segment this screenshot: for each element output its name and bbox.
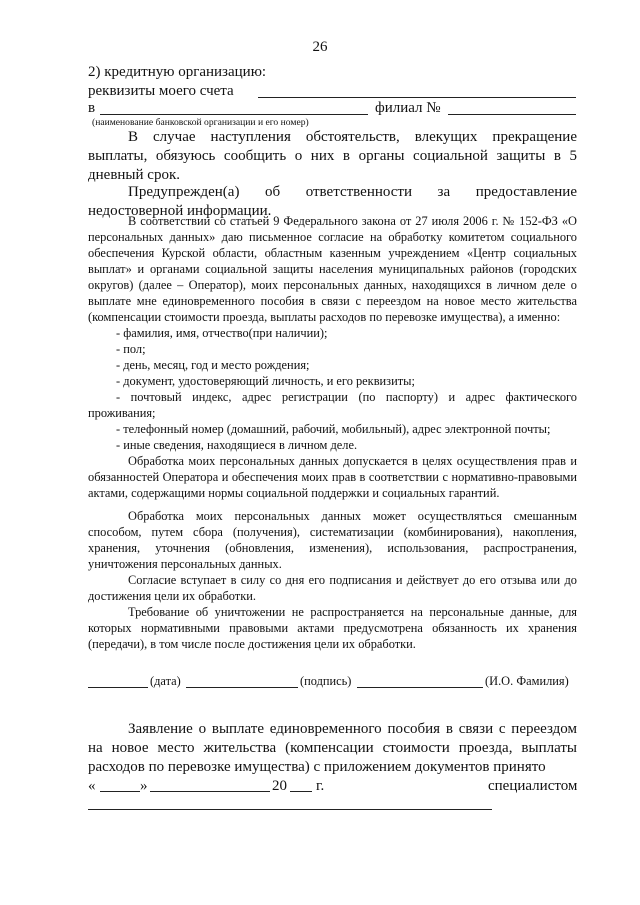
purpose-paragraph: Обработка моих персональных данных допускается в целях осуществления прав и обязанностей Оператора и обеспечения моих прав в соответствии с нормативно-правовыми актами, содержащими нормы социальной поддержки и социальных гарантий. <box>88 454 577 500</box>
account-number-field[interactable] <box>258 97 576 98</box>
branch-label: филиал № <box>375 100 441 116</box>
consent-intro: В соответствии со статьей 9 Федерального закона от 27 июля 2006 г. № 152-ФЗ «О персональных данных» даю письменное согласие на обработку комитетом социального обеспечения Курской области, областным казенным учреждением «Центр социальных выплат» и органами социальной защиты населения муниципальных районов (городских округов) (далее – Оператор), моих персональных данных, находящихся в личном деле о выплате мне единовременного пособия в связи с переездом на новое место жительства (компенсации стоимости проезда, выплаты расходов по перевозке имущества), а именно: <box>88 214 577 324</box>
signature-field[interactable] <box>186 687 298 688</box>
bank-caption: (наименование банковской организации и его номер) <box>92 117 309 128</box>
acceptance-paragraph: Заявление о выплате единовременного пособия в связи с переездом на новое место жительства (компенсации стоимости проезда, выплаты расходов по перевозке имущества) с приложением документов принято <box>88 721 577 775</box>
specialist-label: специалистом <box>488 778 578 794</box>
signature-label: (подпись) <box>300 674 352 688</box>
open-quote: « <box>88 778 96 794</box>
list-item: - иные сведения, находящиеся в личном деле. <box>116 438 358 452</box>
list-item: - фамилия, имя, отчество(при наличии); <box>116 326 328 340</box>
page-number: 26 <box>312 39 328 55</box>
list-item: - почтовый индекс, адрес регистрации (по паспорту) и адрес фактического проживания; <box>88 390 577 420</box>
year-suffix: г. <box>316 778 325 794</box>
branch-number-field[interactable] <box>448 114 576 115</box>
close-quote: » <box>140 778 148 794</box>
date-label: (дата) <box>150 674 181 688</box>
warning-paragraph: Предупрежден(а) об ответственности за предоставление недостоверной информации. <box>88 184 577 219</box>
destruction-paragraph: Требование об уничтожении не распространяется на персональные данные, для которых нормативными правовыми актами предусмотрена обязанность их хранения (передачи), в том числе после достижения цели их обработки. <box>88 605 577 651</box>
list-item: - пол; <box>116 342 146 356</box>
specialist-name-field[interactable] <box>88 809 492 810</box>
name-field[interactable] <box>357 687 483 688</box>
list-item: - телефонный номер (домашний, рабочий, мобильный), адрес электронной почты; <box>116 422 551 436</box>
obligation-paragraph: В случае наступления обстоятельств, влекущих прекращение выплаты, обязуюсь сообщить о них в органы социальной защиты в 5 дневный срок. <box>88 129 577 183</box>
effective-paragraph: Согласие вступает в силу со дня его подписания и действует до его отзыва или до достижения цели их обработки. <box>88 573 577 603</box>
name-label: (И.О. Фамилия) <box>485 674 569 688</box>
day-field[interactable] <box>100 791 140 792</box>
methods-paragraph: Обработка моих персональных данных может осуществляться смешанным способом, путем сбора (получения), систематизации (комбинирования), накопления, хранения, уточнения (обновления, изменения), использования, распространения, уничтожения персональных данных. <box>88 509 577 571</box>
month-field[interactable] <box>150 791 270 792</box>
consent-block <box>88 213 577 652</box>
list-item: - день, месяц, год и место рождения; <box>116 358 310 372</box>
year-field[interactable] <box>290 791 312 792</box>
year-prefix: 20 <box>272 778 287 794</box>
date-field[interactable] <box>88 687 148 688</box>
bank-in-label: в <box>88 100 96 116</box>
list-item: - документ, удостоверяющий личность, и его реквизиты; <box>116 374 415 388</box>
bank-name-field[interactable] <box>100 114 368 115</box>
account-label: реквизиты моего счета <box>88 83 234 99</box>
bank-heading: 2) кредитную организацию: <box>88 64 267 80</box>
